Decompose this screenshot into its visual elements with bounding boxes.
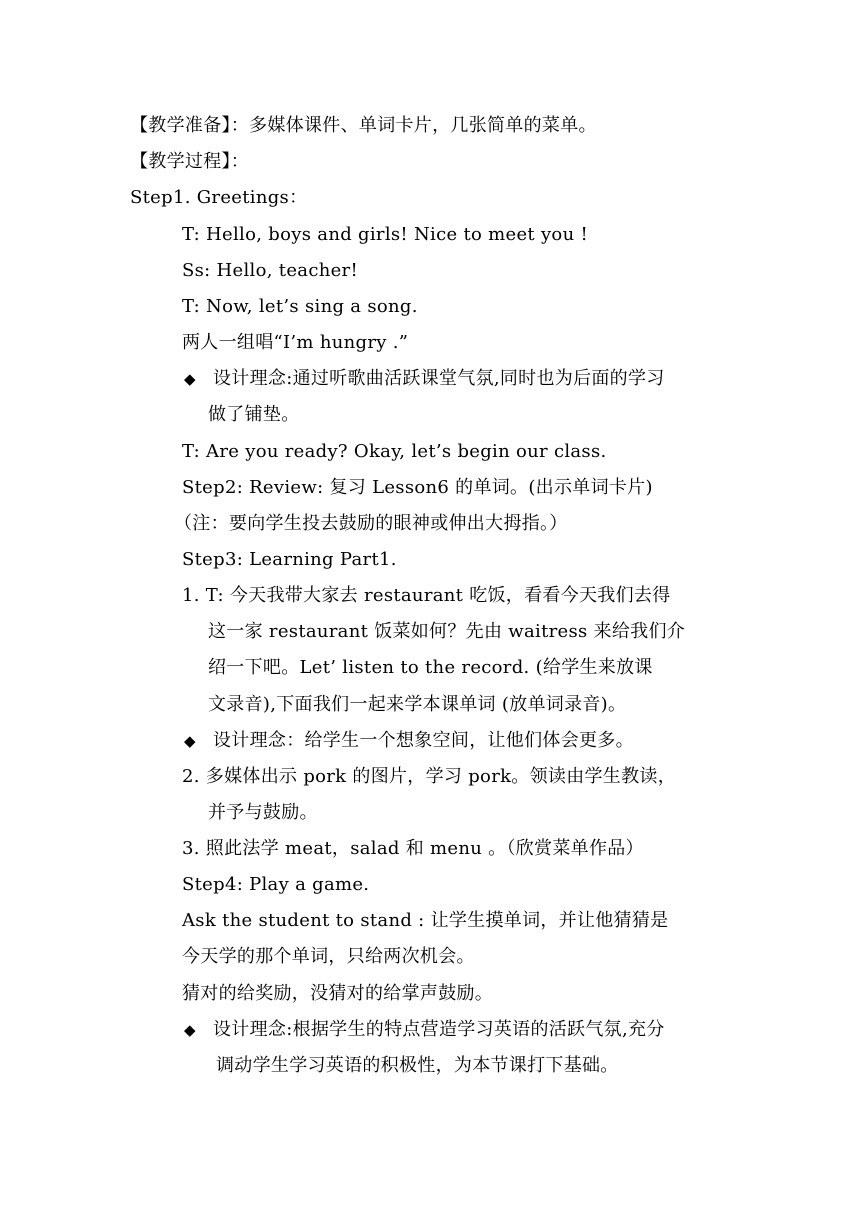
step2-line: Step2: Review: 复习 Lesson6 的单词。(出示单词卡片)	[182, 477, 653, 498]
step4-line: Step4: Play a game.	[182, 874, 370, 895]
dialogue-line: T: Now, let’s sing a song.	[182, 296, 418, 317]
game-line: 今天学的那个单词，只给两次机会。	[182, 946, 475, 967]
design-note-line: 设计理念:根据学生的特点营造学习英语的活跃气氛,充分	[213, 1019, 665, 1040]
dialogue-line: 两人一组唱“I’m hungry .”	[182, 332, 409, 353]
design-note-line: 调动学生学习英语的积极性，为本节课打下基础。	[216, 1055, 619, 1076]
teaching-process-heading: 【教学过程】：	[130, 151, 250, 172]
teaching-preparation-line: 【教学准备】：多媒体课件、单词卡片，几张简单的菜单。	[130, 115, 597, 136]
list-item-3-line: 3. 照此法学 meat，salad 和 menu 。（欣赏菜单作品）	[182, 838, 644, 859]
list-item-1-line: 这一家 restaurant 饭菜如何？先由 waitress 来给我们介	[208, 621, 686, 642]
list-item-1-line: 文录音),下面我们一起来学本课单词 (放单词录音)。	[208, 694, 627, 715]
design-note-line: 做了铺垫。	[208, 404, 300, 425]
step1-heading: Step1. Greetings：	[130, 187, 308, 208]
note-line: （注：要向学生投去鼓励的眼神或伸出大拇指。）	[174, 513, 568, 534]
ready-line: T: Are you ready? Okay, let’s begin our class.	[182, 441, 607, 462]
step3-line: Step3: Learning Part1.	[182, 549, 397, 570]
list-item-1-line: 1. T: 今天我带大家去 restaurant 吃饭，看看今天我们去得	[182, 585, 671, 606]
diamond-bullet-icon: ◆	[184, 370, 196, 388]
design-note-line: 设计理念:通过听歌曲活跃课堂气氛,同时也为后面的学习	[213, 368, 665, 389]
game-line: Ask the student to stand : 让学生摸单词，并让他猜猜是	[182, 910, 669, 931]
diamond-bullet-icon: ◆	[184, 1021, 196, 1039]
design-note-line: 设计理念：给学生一个想象空间，让他们体会更多。	[213, 730, 634, 751]
dialogue-line: T: Hello, boys and girls! Nice to meet you !	[182, 224, 589, 245]
list-item-1-line: 绍一下吧。Let’ listen to the record. (给学生来放课	[208, 657, 653, 678]
diamond-bullet-icon: ◆	[184, 732, 196, 750]
list-item-2-line: 并予与鼓励。	[208, 802, 318, 823]
game-line: 猜对的给奖励，没猜对的给掌声鼓励。	[182, 983, 494, 1004]
dialogue-line: Ss: Hello, teacher!	[182, 260, 358, 281]
list-item-2-line: 2. 多媒体出示 pork 的图片，学习 pork。领读由学生教读，	[182, 766, 677, 787]
